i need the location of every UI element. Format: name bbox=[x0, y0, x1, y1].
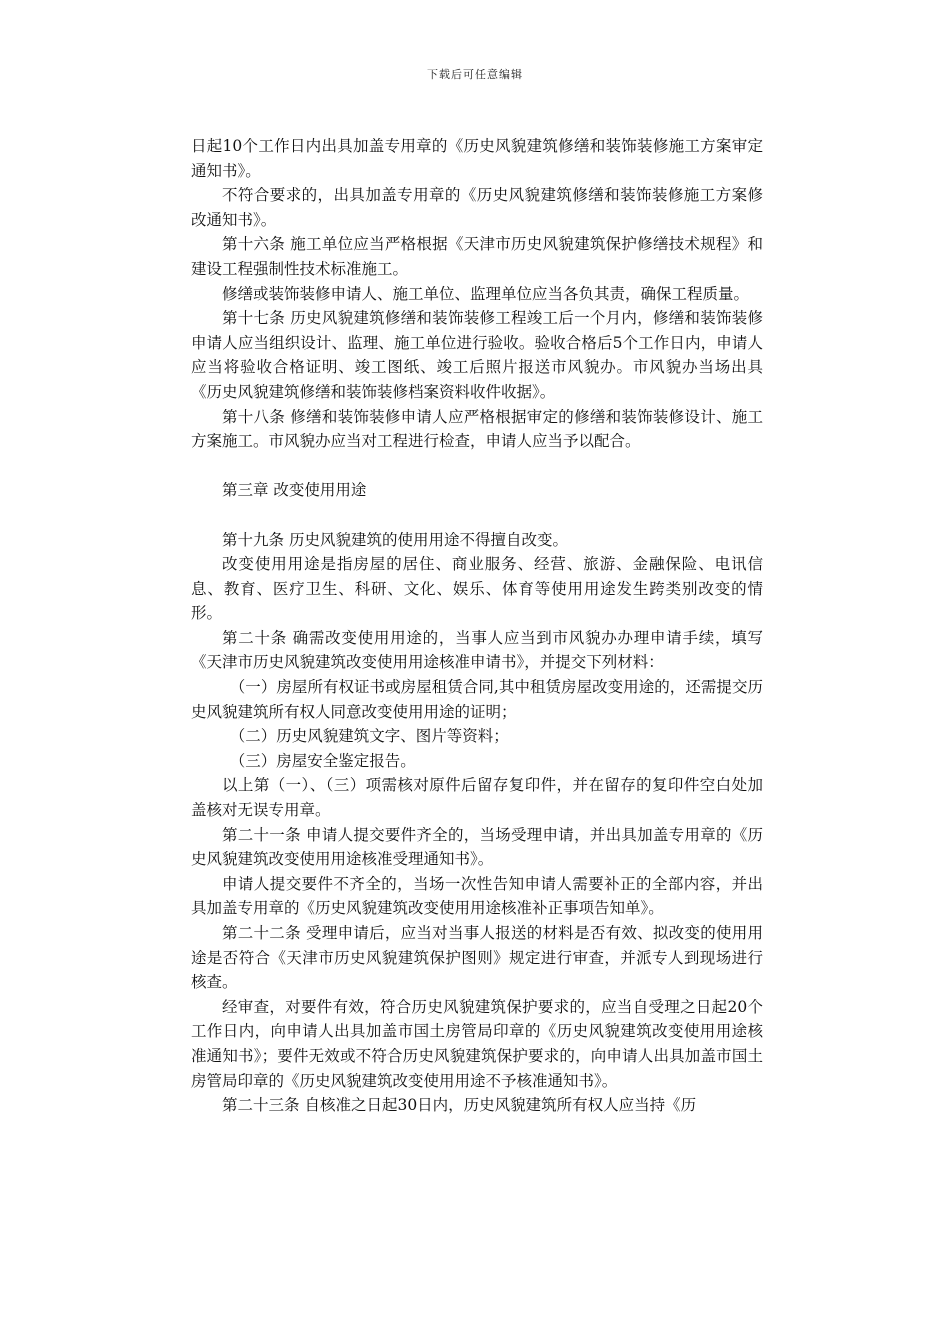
document-body bbox=[191, 134, 763, 1118]
article-19: 第十九条 历史风貌建筑的使用用途不得擅自改变。 bbox=[222, 530, 568, 549]
list-item: （二）历史风貌建筑文字、图片等资料； bbox=[229, 727, 509, 746]
paragraph: 不符合要求的，出具加盖专用章的《历史风貌建筑修缮和装饰装修施工方案修改通知书》。 bbox=[191, 186, 763, 229]
article-23: 第二十三条 自核准之日起30日内，历史风貌建筑所有权人应当持《历 bbox=[222, 1096, 697, 1115]
article-21: 第二十一条 申请人提交要件齐全的，当场受理申请，并出具加盖专用章的《历史风貌建筑改变使用用途核准受理通知书》。 bbox=[191, 825, 763, 869]
page-header: 下载后可任意编辑 bbox=[427, 68, 523, 81]
chapter-title: 第三章 改变使用用途 bbox=[222, 481, 367, 500]
article-number: 第二十一条 bbox=[222, 825, 301, 844]
article-16: 第十六条 施工单位应当严格根据《天津市历史风貌建筑保护修缮技术规程》和建设工程强制性技术标准施工。 bbox=[191, 235, 763, 278]
paragraph: 经审查，对要件有效，符合历史风貌建筑保护要求的，应当自受理之日起20个工作日内，向申请人出具加盖市国土房管局印章的《历史风貌建筑改变使用用途核准通知书》；要件无效或不符合历史风貌建筑保护要求的，向申请人出具加盖市国土房管局印章的《历史风貌建筑改变使用用途不予核准通知书》。 bbox=[191, 997, 763, 1090]
paragraph: 修缮或装饰装修申请人、施工单位、监理单位应当各负其责，确保工程质量。 bbox=[222, 284, 750, 303]
list-item: （一）房屋所有权证书或房屋租赁合同,其中租赁房屋改变用途的，还需提交历史风貌建筑所有权人同意改变使用用途的证明； bbox=[191, 678, 763, 721]
article-number: 第二十三条 bbox=[222, 1096, 300, 1115]
article-22: 第二十二条 受理申请后，应当对当事人报送的材料是否有效、拟改变的使用用途是否符合《天津市历史风貌建筑保护图则》规定进行审查，并派专人到现场进行核查。 bbox=[191, 924, 763, 992]
paragraph: 申请人提交要件不齐全的，当场一次性告知申请人需要补正的全部内容，并出具加盖专用章的《历史风貌建筑改变使用用途核准补正事项告知单》。 bbox=[191, 874, 763, 918]
article-number: 第二十条 bbox=[222, 628, 287, 647]
article-20: 第二十条 确需改变使用用途的，当事人应当到市风貌办办理申请手续，填写《天津市历史风貌建筑改变使用用途核准申请书》，并提交下列材料： bbox=[191, 628, 763, 672]
paragraph: 日起10个工作日内出具加盖专用章的《历史风貌建筑修缮和装饰装修施工方案审定通知书》。 bbox=[191, 137, 763, 180]
article-number: 第十九条 bbox=[222, 530, 285, 549]
paragraph: 改变使用用途是指房屋的居住、商业服务、经营、旅游、金融保险、电讯信息、教育、医疗卫生、科研、文化、娱乐、体育等使用用途发生跨类别改变的情形。 bbox=[191, 555, 763, 623]
paragraph: 以上第（一）、（三）项需核对原件后留存复印件，并在留存的复印件空白处加盖核对无误专用章。 bbox=[191, 776, 763, 820]
list-item: （三）房屋安全鉴定报告。 bbox=[229, 751, 416, 770]
article-number: 第十七条 bbox=[222, 309, 286, 328]
article-number: 第十八条 bbox=[222, 407, 286, 426]
article-number: 第十六条 bbox=[222, 235, 286, 254]
article-number: 第二十二条 bbox=[222, 924, 301, 942]
article-18: 第十八条 修缮和装饰装修申请人应严格根据审定的修缮和装饰装修设计、施工方案施工。市风貌办应当对工程进行检查，申请人应当予以配合。 bbox=[191, 407, 763, 451]
article-17: 第十七条 历史风貌建筑修缮和装饰装修工程竣工后一个月内，修缮和装饰装修申请人应当组织设计、监理、施工单位进行验收。验收合格后5个工作日内，申请人应当将验收合格证明、竣工图纸、竣工后照片报送市风貌办。市风貌办当场出具《历史风貌建筑修缮和装饰装修档案资料收件收据》。 bbox=[191, 309, 763, 401]
